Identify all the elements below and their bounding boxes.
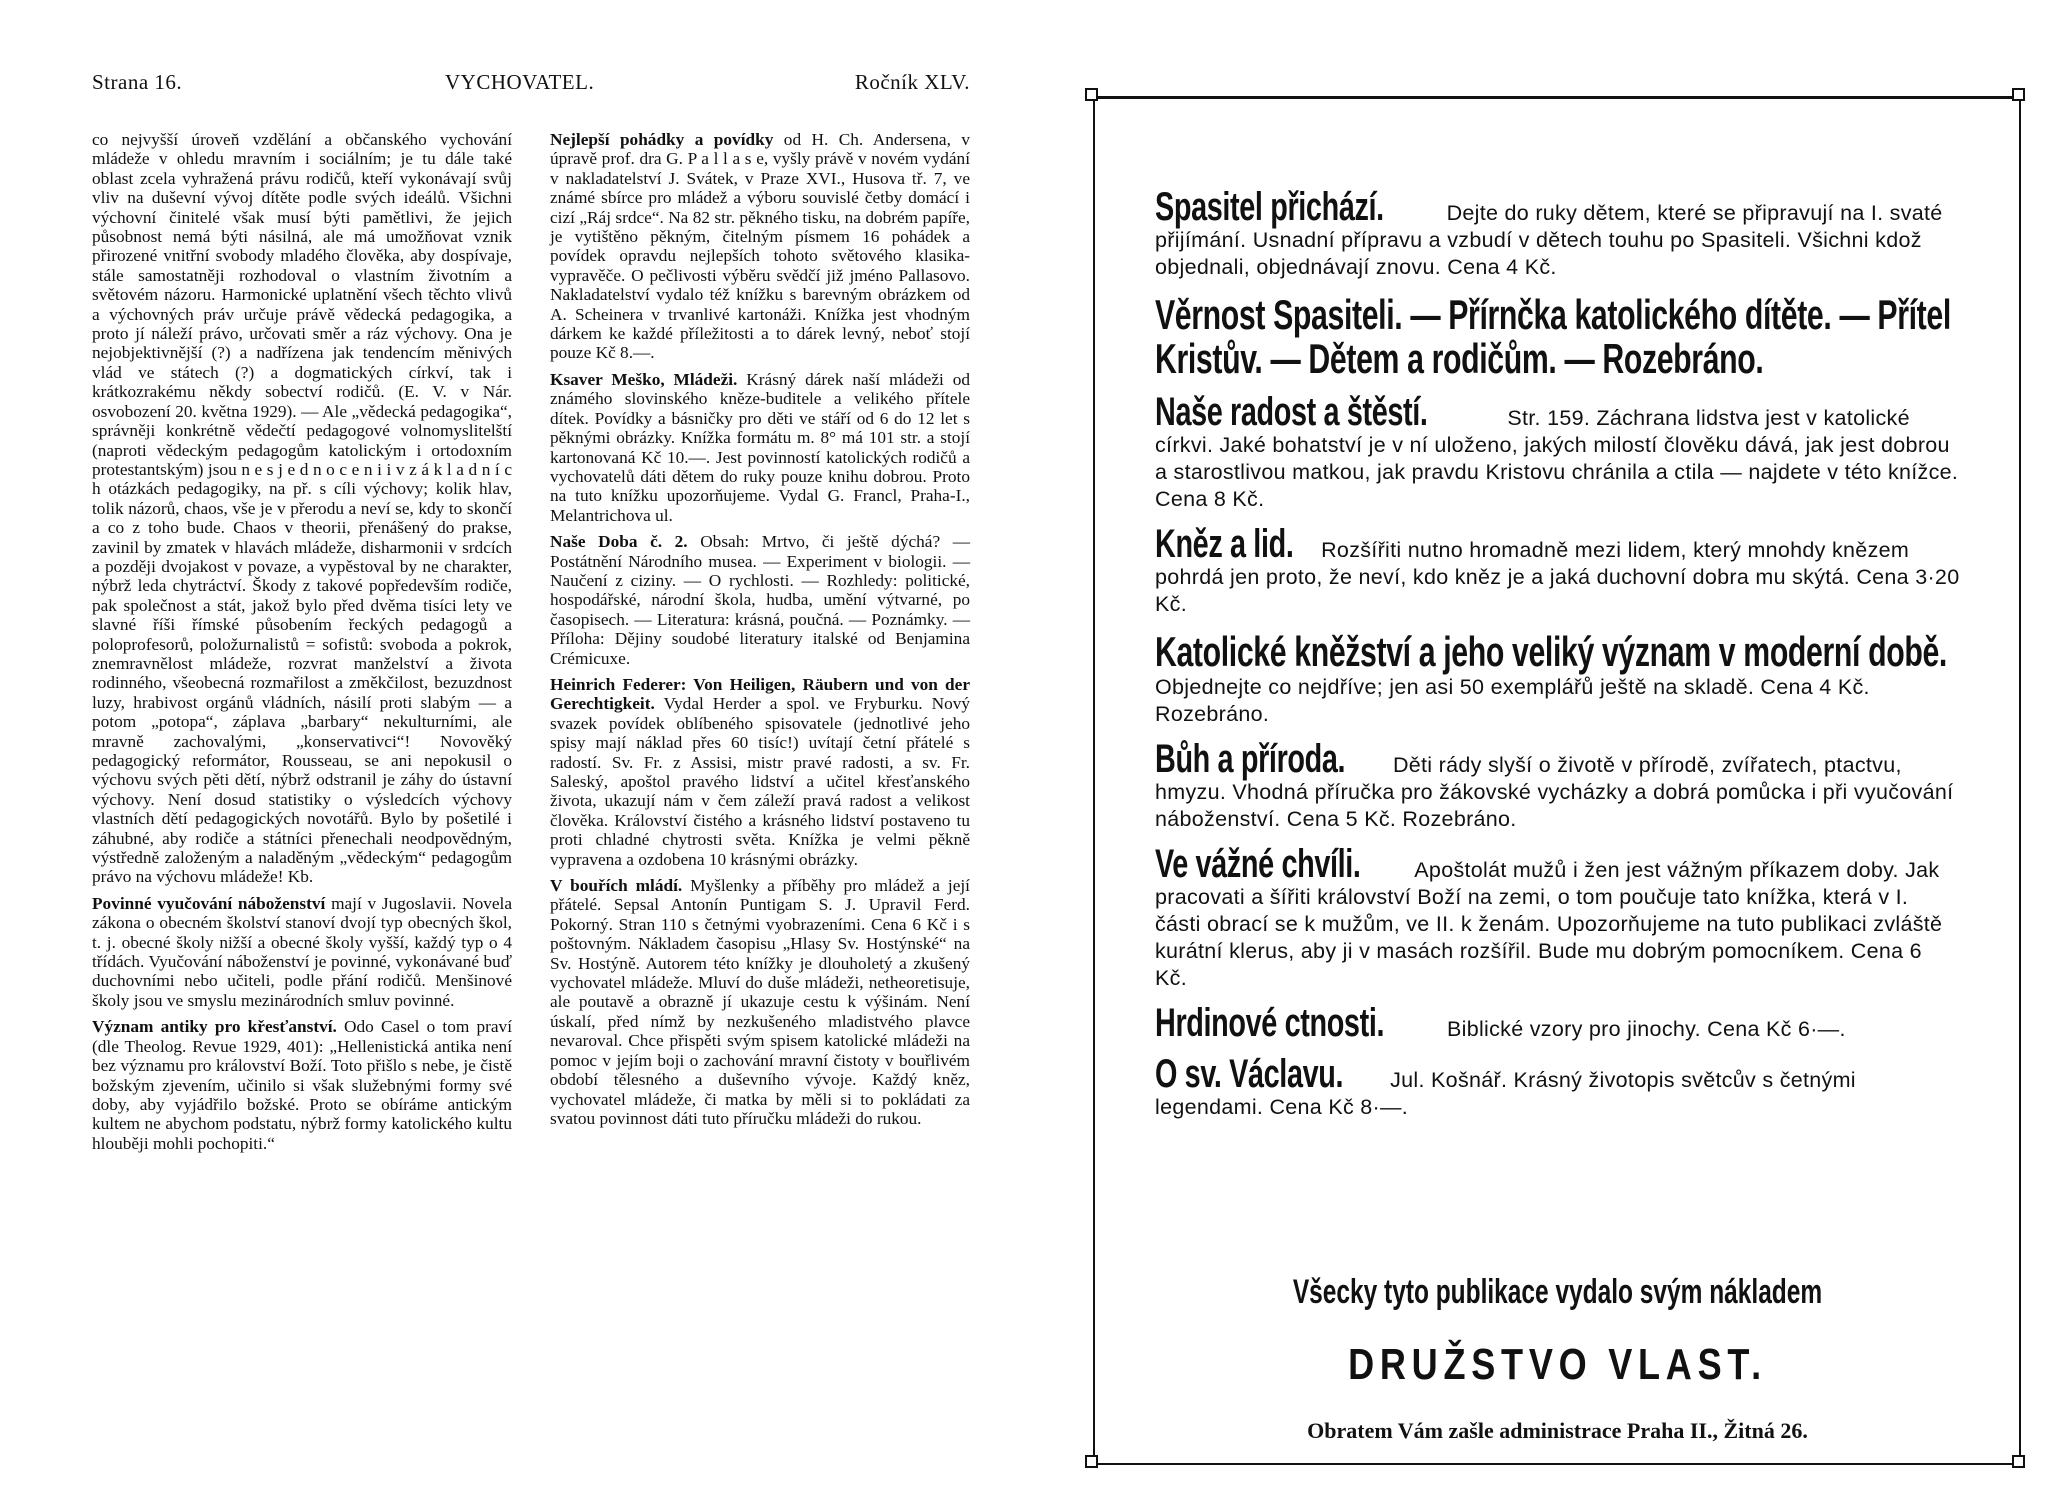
review	[550, 130, 970, 363]
review-title: Ksaver Meško, Mládeži.	[550, 369, 738, 389]
running-head	[90, 70, 970, 100]
review	[550, 675, 970, 869]
review-title: Nejlepší pohádky a povídky	[550, 130, 774, 149]
review-text: Vydal Herder a spol. ve Fryburku. Nový svazek povídek oblíbeného spisovatele (jednotlivé jeho spisy mají náklad přes 60 tisíc!) uvítají četní přátelé s radostí. Sv. Fr. z Assisi, mistr pravé radosti, a sv. Fr. Saleský, apoštol pravého lidství a učitel křesťanského života, ukazují nám v čem záleží pravá radost a velikost člověka. Království čistého a krásného lidství postaveno tu proti chladné chytrosti světa. Knížka je velmi pěkně vypravena a ozdobena 10 krásnými obrázky.	[550, 694, 970, 869]
ad-item	[1155, 185, 1960, 281]
paragraph-title: Význam antiky pro křesťanství.	[92, 1017, 337, 1037]
paragraph	[92, 130, 512, 887]
ad-text: Jul. Košnář. Krásný životopis světcův s četnými legendami. Cena Kč 8·—.	[1155, 1068, 1856, 1119]
paragraph-text: co nejvyšší úroveň vzdělání a občanského vychování mládeže v ohledu mravním i sociálním; je tu dále také oblast zcela vyhražená právu rodičů, kteří vykonávají svůj vliv na duševní vývoj dítěte podle svých ideálů. Všichni výchovní činitelé však musí býti pamětlivi, že jejich působnost nemá býti násilná, ale má umožňovat vznik přirozené vnitřní svobody mladého člověka, aby dospívaje, stále samostatněji rozhodoval o vlastním životním a světovém názoru. Harmonické uplatnění všech těchto vlivů a výchovných práv určuje právě vědecká pedagogika, a proto jí náleží právo, určovati směr a ráz výchovy. Ona je nejobjektivnější (?) a nadřízena jak tendencím měnivých vlád ve státech (?) a dogmatických církví, tak i krátkozrakému někdy sobectví rodičů. (E. V. v Nár. osvobození 20. května 1929). — Ale „vědecká pedagogika“, správněji konkrétně vědečtí pedagogové volnomyslitelští (naproti vědeckým pedagogům katolickým i ortodoxním protestantským) jsou n e s j e d n o c e n i i v z á k l a d n í c h otázkách pedagogiky, na př. s cíli výchovy; kolik hlav, tolik názorů, chaos, vše je v přerodu a neví se, kdy to skončí a co z toho bude. Chaos v theorii, přenášený do prakse, zavinil by zmatek v hlavách mládeže, disharmonii v srdcích a později dvojakost v povaze, a vypěstoval by ne charakter, nýbrž leda chytráctví. Škody z takové popředevším rodiče, pak společnost a stát, jakož bylo před dvěma tisíci lety ve slavné říši římské působením řeckých pedagogů a poloprofesorů, položurnalistů = sofistů: svoboda a pokrok, znemravnělost mládeže, rozvrat manželství a života rodinného, všeobecná rozmařilost a změkčilost, bezuzdnost luzy, hrabivost orgánů vládních, násilí proti slabým — a potom „potopa“, záplava „barbary“ nekulturními, ale mravně zachovalými, „konservativci“! Novověký pedagogický reformátor, Rousseau, se ani nepokusil o výchovu svých pěti dětí, nýbrž odstranil je záhy do ústavní výchovy. Není dosud statistiky o výsledcích výchovy vlastních dětí pedagogických novotářů. Bylo by pošetilé i záhubné, aby rodiče a státníci přenechali neodpovědným, výstředně založeným a naladěným „vědeckým“ pedagogům právo na výchovu mládeže! Kb.	[92, 130, 512, 887]
ad-list	[1155, 185, 1960, 1133]
review-text: Obsah: Mrtvo, či ještě dýchá? — Postátnění Národního musea. — Experiment v biologii. — Naučení z ciziny. — O rychlosti. — Rozhledy: politické, hospodářské, národní škola, hudba, umění výtvarné, po časopisech. — Literatura: krásná, poučná. — Poznámky. — Příloha: Dějiny soudobé literatury italské od Benjamina Crémicuxe.	[550, 532, 970, 668]
ad-text: Dejte do ruky dětem, které se připravují na I. svaté přijímání. Usnadní přípravu a vzbudí v dětech touhu po Spasiteli. Všichni kdož objednali, objednávají znovu. Cena 4 Kč.	[1155, 201, 1943, 279]
review	[550, 876, 970, 1128]
journal-title: VYCHOVATEL.	[445, 70, 595, 94]
corner-ornament	[2012, 1455, 2025, 1468]
ad-item	[1155, 1052, 1960, 1121]
paragraph-title: Povinné vyučování náboženství	[92, 893, 326, 913]
review-title: V bouřích mládí.	[550, 876, 683, 896]
text-column-right	[550, 130, 970, 1128]
corner-ornament	[1085, 88, 1098, 101]
paragraph-text: mají v Jugoslavii. Novela zákona o obecném školství stanoví dvojí typ obecných škol, t. j. obecné školy nižší a obecné školy vyšší, každý typ o 4 třídách. Vyučování náboženství je povinné, vykonávané buď duchovními nebo učiteli, podle přání rodičů. Menšinové školy jsou ve smyslu mezinárodních smluv povinné.	[92, 893, 512, 1010]
review-text: Myšlenky a příběhy pro mládež a její přátelé. Sepsal Antonín Puntigam S. J. Upravil Ferd. Pokorný. Stran 110 s četnými vyobrazeními. Cena 6 Kč i s poštovným. Nákladem časopisu „Hlasy Sv. Hostýnské“ na Sv. Hostýně. Autorem této knížky je dlouholetý a zkušený vychovatel mládeže. Mluví do duše mládeži, netheoretisuje, ale poutavě a obrazně jí ukazuje cestu k výšinám. Není úskalí, před nímž by nezkušeného mladistvého plavce nevaroval. Chce přispěti svým spisem katolické mládeži na pomoc v jejím boji o zachování mravní čistoty v bouřlivém období tělesného a duševního vývoje. Každý kněz, vychovatel mládeže, či matka by měli si to pokládati za svatou povinnost dáti tuto příručku mládeži do rukou.	[550, 876, 970, 1128]
ad-item	[1155, 1001, 1960, 1045]
corner-ornament	[1085, 1455, 1098, 1468]
ad-title	[1155, 630, 1960, 674]
ad-text: Rozšířiti nutno hromadně mezi lidem, který mnohdy knězem pohrdá jen proto, že neví, kdo kněz je a jaká duchovní dobra mu skýtá. Cena 3·20 Kč.	[1155, 538, 1960, 616]
journal-page	[90, 70, 970, 1470]
ad-title: Ve vážné chvíli.	[1155, 842, 1361, 886]
ad-title-text: Věrnost Spasiteli. — Přírnčka katolického dítěte. — Přítel Kristův. — Dětem a rodičům. — Rozebráno.	[1155, 291, 1951, 382]
ad-title-text: Katolické kněžství a jeho veliký význam v moderní době.	[1155, 628, 1947, 675]
ad-text: Objednejte co nejdříve; jen asi 50 exemplářů ještě na skladě. Cena 4 Kč. Rozebráno.	[1155, 675, 1870, 726]
ad-text: Děti rády slyší o životě v přírodě, zvířatech, ptactvu, hmyzu. Vhodná příručka pro žákovské vycházky a dobrá pomůcka i při vyučování náboženství. Cena 5 Kč. Rozebráno.	[1155, 753, 1954, 831]
paragraph	[92, 1017, 512, 1153]
ad-item	[1155, 522, 1960, 618]
ad-title: Spasitel přichází.	[1155, 185, 1384, 229]
ad-title: Bůh a příroda.	[1155, 737, 1346, 781]
ad-item	[1155, 390, 1960, 513]
publisher-intro: Všecky tyto publikace vydalo svým nákladem	[1292, 1273, 1823, 1311]
ad-item	[1155, 293, 1960, 381]
volume-label: Ročník XLV.	[854, 70, 970, 94]
review-title: Heinrich Federer: Von Heiligen, Räubern und von der Gerechtigkeit.	[550, 674, 970, 714]
ad-title: Hrdinové ctnosti.	[1155, 1001, 1385, 1045]
review-text: od H. Ch. Andersena, v úpravě prof. dra G. P a l l a s e, vyšly právě v novém vydání v nakladatelství J. Svátek, v Praze XVI., Husova tř. 7, ve známé sbírce pro mládež a výboru souvislé četby domácí i cizí „Ráj srdce“. Na 82 str. pěkného tisku, na dobrém papíře, je vytištěno pěkným, čitelným písmem 16 pohádek a povídek opravdu nejlepších tohoto světového klasika-vypravěče. O pečlivosti výběru svědčí již jméno Pallasovo. Nakladatelství vydalo též knížku s barevným obrázkem od A. Scheinera v trvanlivé kartonáži. Knížka jest vhodným dárkem ke každé příležitosti a to dárek levný, neboť stojí pouze Kč 8.—.	[550, 130, 970, 363]
ad-title: Kněz a lid.	[1155, 522, 1294, 566]
corner-ornament	[2012, 88, 2025, 101]
ad-title	[1155, 293, 1960, 381]
ad-title: Naše radost a štěstí.	[1155, 390, 1428, 434]
review	[550, 370, 970, 525]
page-number: Strana 16.	[92, 70, 183, 94]
publisher-block	[1155, 1273, 1960, 1444]
publisher-name: DRUŽSTVO VLAST.	[1348, 1340, 1767, 1389]
review	[550, 532, 970, 668]
ad-item	[1155, 842, 1960, 992]
advertisement-page	[1085, 88, 2025, 1468]
review-title: Naše Doba č. 2.	[550, 532, 688, 552]
review-text: Krásný dárek naší mládeži od známého slovinského kněze-buditele a velikého přítele dítek. Povídky a básničky pro děti ve stáří od 6 do 12 let s pěknými obrázky. Knížka formátu m. 8° má 101 str. a stojí kartonovaná Kč 10.—. Jest povinností katolických rodičů a vychovatelů dáti dětem do ruky pouze knihu dobrou. Proto na tuto knížku upozorňujeme. Vydal G. Francl, Praha-I., Melantrichova ul.	[550, 369, 970, 525]
ad-text: Biblické vzory pro jinochy. Cena Kč 6·—.	[1447, 1017, 1846, 1041]
ad-item	[1155, 630, 1960, 728]
publisher-address: Obratem Vám zašle administrace Praha II., Žitná 26.	[1307, 1418, 1808, 1443]
ad-text: Apoštolát mužů i žen jest vážným příkazem doby. Jak pracovati a šířiti království Boží na zemi, o tom poučuje tato knížka, která v I. části obrací se k mužům, ve II. k ženám. Upozorňujeme na tuto publikaci zvláště kurátní klerus, aby ji v masách rozšířil. Bude mu dobrým pomocníkem. Cena 6 Kč.	[1155, 858, 1943, 990]
paragraph	[92, 894, 512, 1010]
ad-text: Str. 159. Záchrana lidstva jest v katolické církvi. Jaké bohatství je v ní uloženo, jakých milostí člověku dává, jak jest dobrou a starostlivou matkou, jak pravdu Kristovu chránila a ctila — najdete v této knížce. Cena 8 Kč.	[1155, 406, 1959, 511]
ad-item	[1155, 737, 1960, 833]
paragraph-text: Odo Casel o tom praví (dle Theolog. Revue 1929, 401): „Hellenistická antika není bez významu pro království Boží. Toto přišlo s nebe, je čistě božským zjevením, učinilo si však služebnými formy své doby, aby vyjádřilo božské. Proto se obíráme antickým kultem ne abychom podstatu, nýbrž formy katolického kultu hlouběji mohli pochopiti.“	[92, 1017, 512, 1153]
ad-title: O sv. Václavu.	[1155, 1052, 1344, 1096]
text-column-left	[92, 130, 512, 1153]
